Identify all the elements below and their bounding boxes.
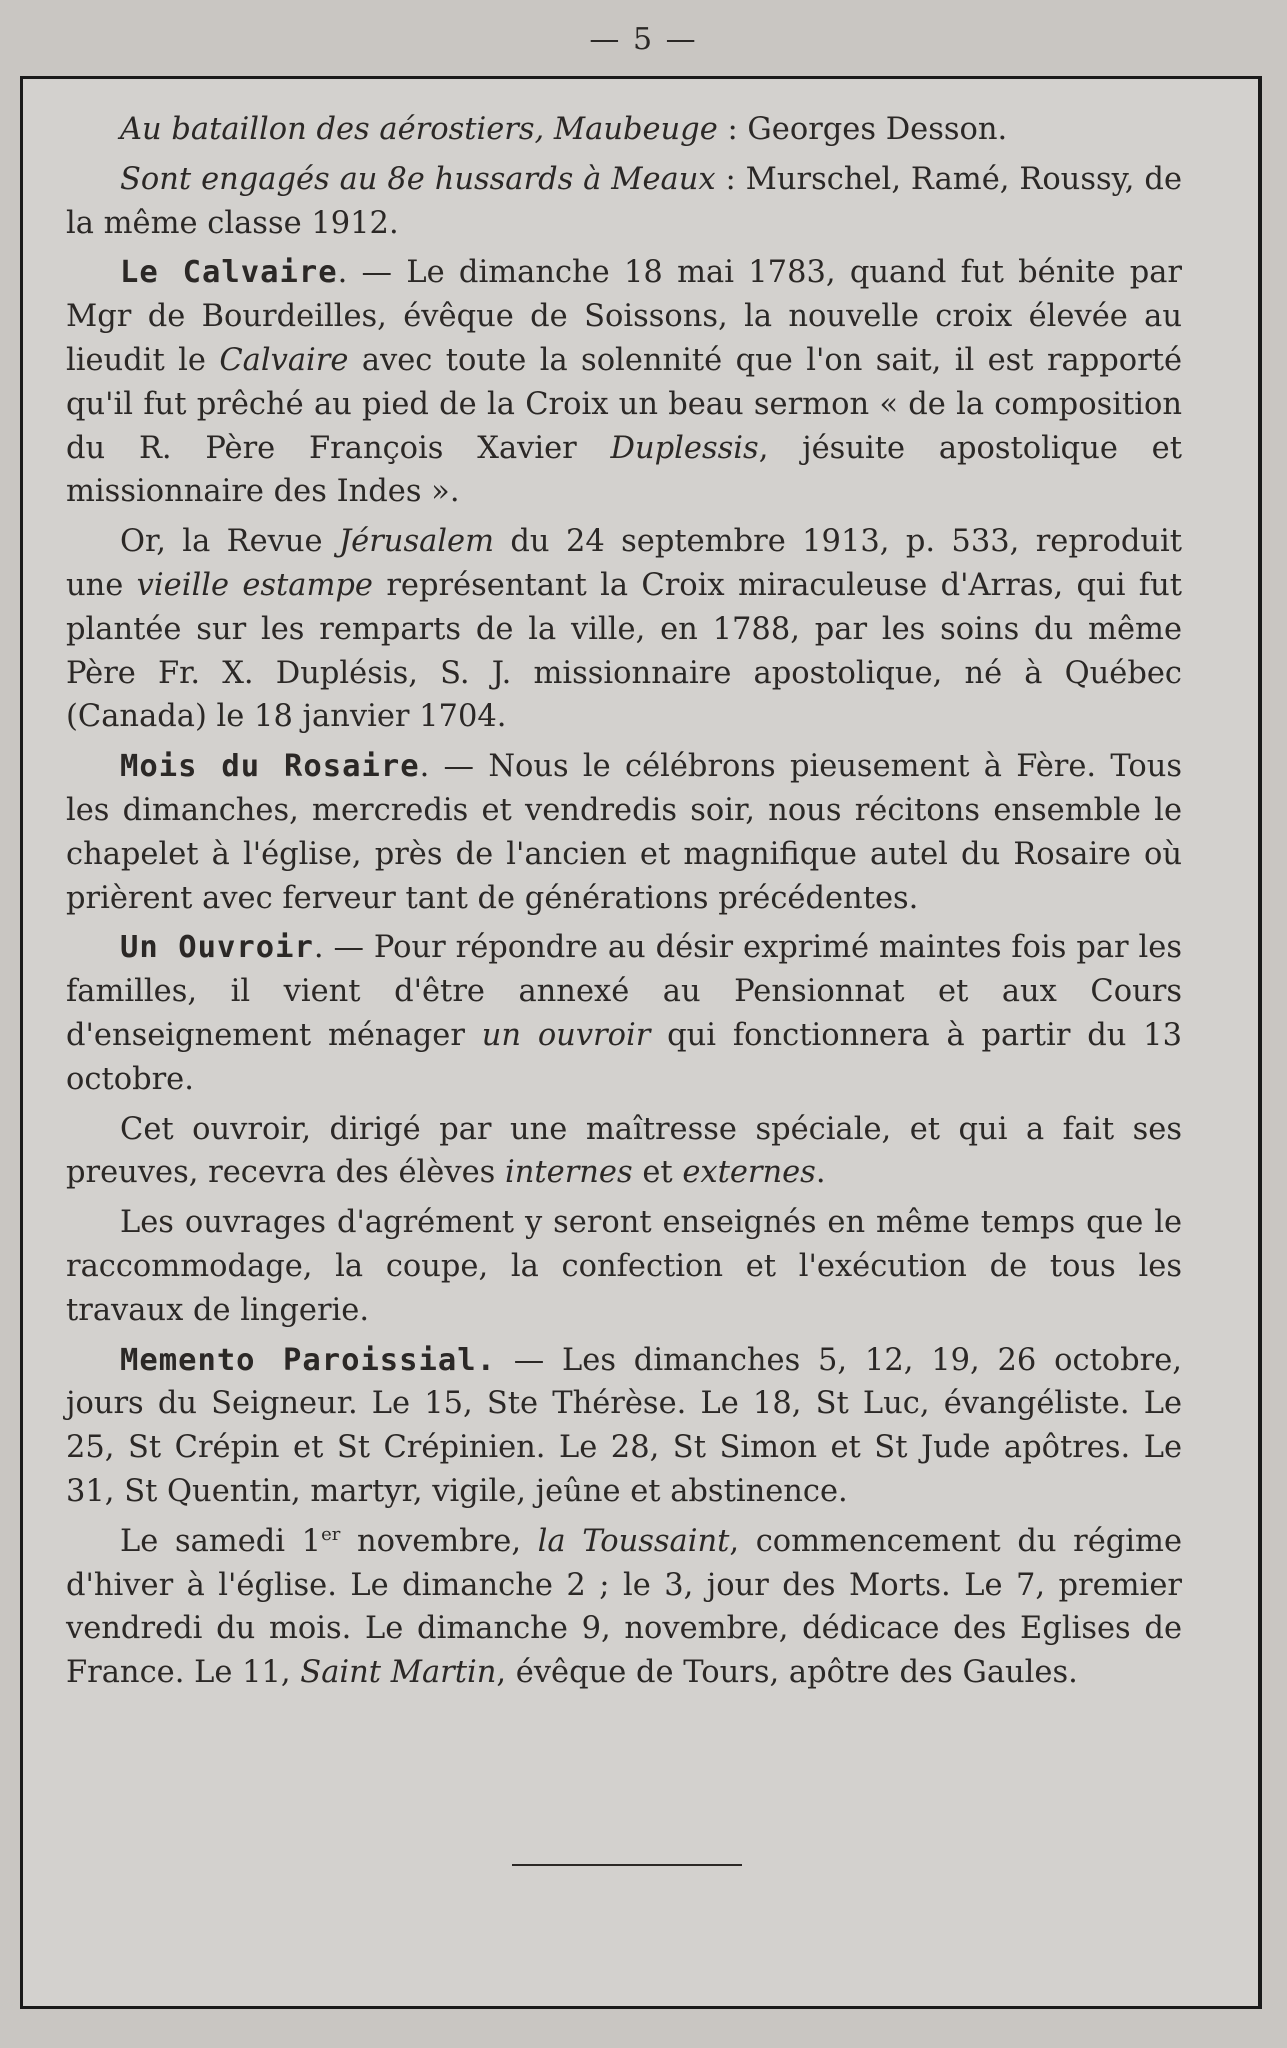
paragraph-calvaire bbox=[66, 251, 1182, 514]
italic-text: un ouvroir bbox=[481, 1017, 651, 1053]
paragraph-hussards bbox=[66, 158, 1182, 246]
body-text: du 24 septembre 1913, p. 533, reproduit une bbox=[66, 524, 1182, 603]
italic-text: Sont engagés au 8e hussards à Meaux bbox=[120, 161, 716, 197]
body-text: . — Nous le célébrons pieusement à Fère. Tous les dimanches, mercredis et vendredis soir, nous récitons ensemble le chapelet à l'église, près de l'ancien et magnifique autel du Rosaire où prièrent avec ferveur tant de générations précédentes. bbox=[66, 749, 1182, 916]
body-text: — Les dimanches 5, 12, 19, 26 octobre, jours du Seigneur. Le 15, Ste Thérèse. Le 18, St Luc, évangéliste. Le 25, St Crépin et St Crépinien. Le 28, St Simon et St Jude apôtres. Le 31, St Quentin, martyr, vigile, jeûne et abstinence. bbox=[66, 1342, 1182, 1509]
body-text: représentant la Croix miraculeuse d'Arras, qui fut plantée sur les remparts de la ville, en 1788, par les soins du même Père Fr. X. Duplésis, S. J. missionnaire apostolique, né à Québec (Canada) le 18 janvier 1704. bbox=[66, 567, 1182, 735]
body-text: Les ouvrages d'agrément y seront enseignés en même temps que le raccommodage, la coupe, la confection et l'exécution de tous les travaux de lingerie. bbox=[66, 1205, 1182, 1328]
body-text: , commencement du régime d'hiver à l'église. Le dimanche 2 ; le 3, jour des Morts. Le 7, premier vendredi du mois. Le dimanche 9, novembre, dédicace des Eglises de France. Le 11, bbox=[66, 1523, 1183, 1691]
body-text: . bbox=[815, 1155, 826, 1191]
superscript: er bbox=[321, 1523, 341, 1545]
body-text: , évêque de Tours, apôtre des Gaules. bbox=[496, 1655, 1078, 1691]
paragraph-novembre bbox=[66, 1520, 1182, 1695]
section-heading-rosaire: Mois du Rosaire bbox=[120, 749, 420, 785]
body-text: avec toute la solennité que l'on sait, il est rapporté qu'il fut prêché au pied de la Croix un beau sermon « de la composition du R. Père François Xavier bbox=[66, 342, 1183, 466]
italic-text: Duplessis bbox=[610, 430, 759, 466]
paragraph-ouvroir bbox=[66, 926, 1182, 1101]
italic-text: Calvaire bbox=[219, 342, 349, 378]
page-number: — 5 — bbox=[589, 22, 698, 57]
body-text: et bbox=[632, 1155, 683, 1191]
paragraph-aerostiers bbox=[66, 108, 1182, 152]
italic-text: internes bbox=[504, 1155, 633, 1191]
italic-text: Au bataillon des aérostiers, Maubeuge bbox=[120, 112, 718, 147]
body-text: : Murschel, Ramé, Roussy, de la même classe 1912. bbox=[66, 161, 1182, 241]
paragraph-ouvroir-details bbox=[66, 1108, 1182, 1196]
paragraph-rosaire bbox=[66, 745, 1182, 920]
italic-text: externes bbox=[682, 1155, 816, 1191]
page-content bbox=[66, 108, 1182, 1701]
section-heading-calvaire: Le Calvaire bbox=[120, 255, 338, 291]
body-text: , jésuite apostolique et missionnaire des Indes ». bbox=[66, 430, 1182, 510]
section-heading-ouvroir: Un Ouvroir bbox=[120, 930, 314, 966]
body-text: . — Pour répondre au désir exprimé maintes fois par les familles, il vient d'être annexé au Pensionnat et aux Cours d'enseignement ménager bbox=[66, 930, 1182, 1053]
italic-text: Saint Martin bbox=[300, 1655, 497, 1691]
body-text: Le samedi 1 bbox=[120, 1523, 322, 1559]
body-text: Or, la Revue bbox=[120, 524, 339, 560]
paragraph-memento bbox=[66, 1339, 1182, 1514]
paragraph-revue bbox=[66, 520, 1182, 739]
italic-text: vieille estampe bbox=[136, 567, 373, 603]
italic-text: Jérusalem bbox=[338, 524, 495, 560]
paragraph-ouvrages bbox=[66, 1201, 1182, 1332]
section-heading-memento: Memento Paroissial. bbox=[120, 1342, 496, 1378]
italic-text: la Toussaint bbox=[537, 1523, 730, 1559]
body-text: : Georges Desson. bbox=[717, 112, 1008, 147]
body-text: novembre, bbox=[340, 1523, 538, 1559]
body-text: qui fonctionnera à partir du 13 octobre. bbox=[66, 1017, 1182, 1097]
closing-rule bbox=[512, 1864, 742, 1866]
body-text: Cet ouvroir, dirigé par une maîtresse spéciale, et qui a fait ses preuves, recevra des élèves bbox=[66, 1111, 1182, 1191]
body-text: . — Le dimanche 18 mai 1783, quand fut bénite par Mgr de Bourdeilles, évêque de Soissons, la nouvelle croix élevée au lieudit le bbox=[66, 255, 1182, 378]
